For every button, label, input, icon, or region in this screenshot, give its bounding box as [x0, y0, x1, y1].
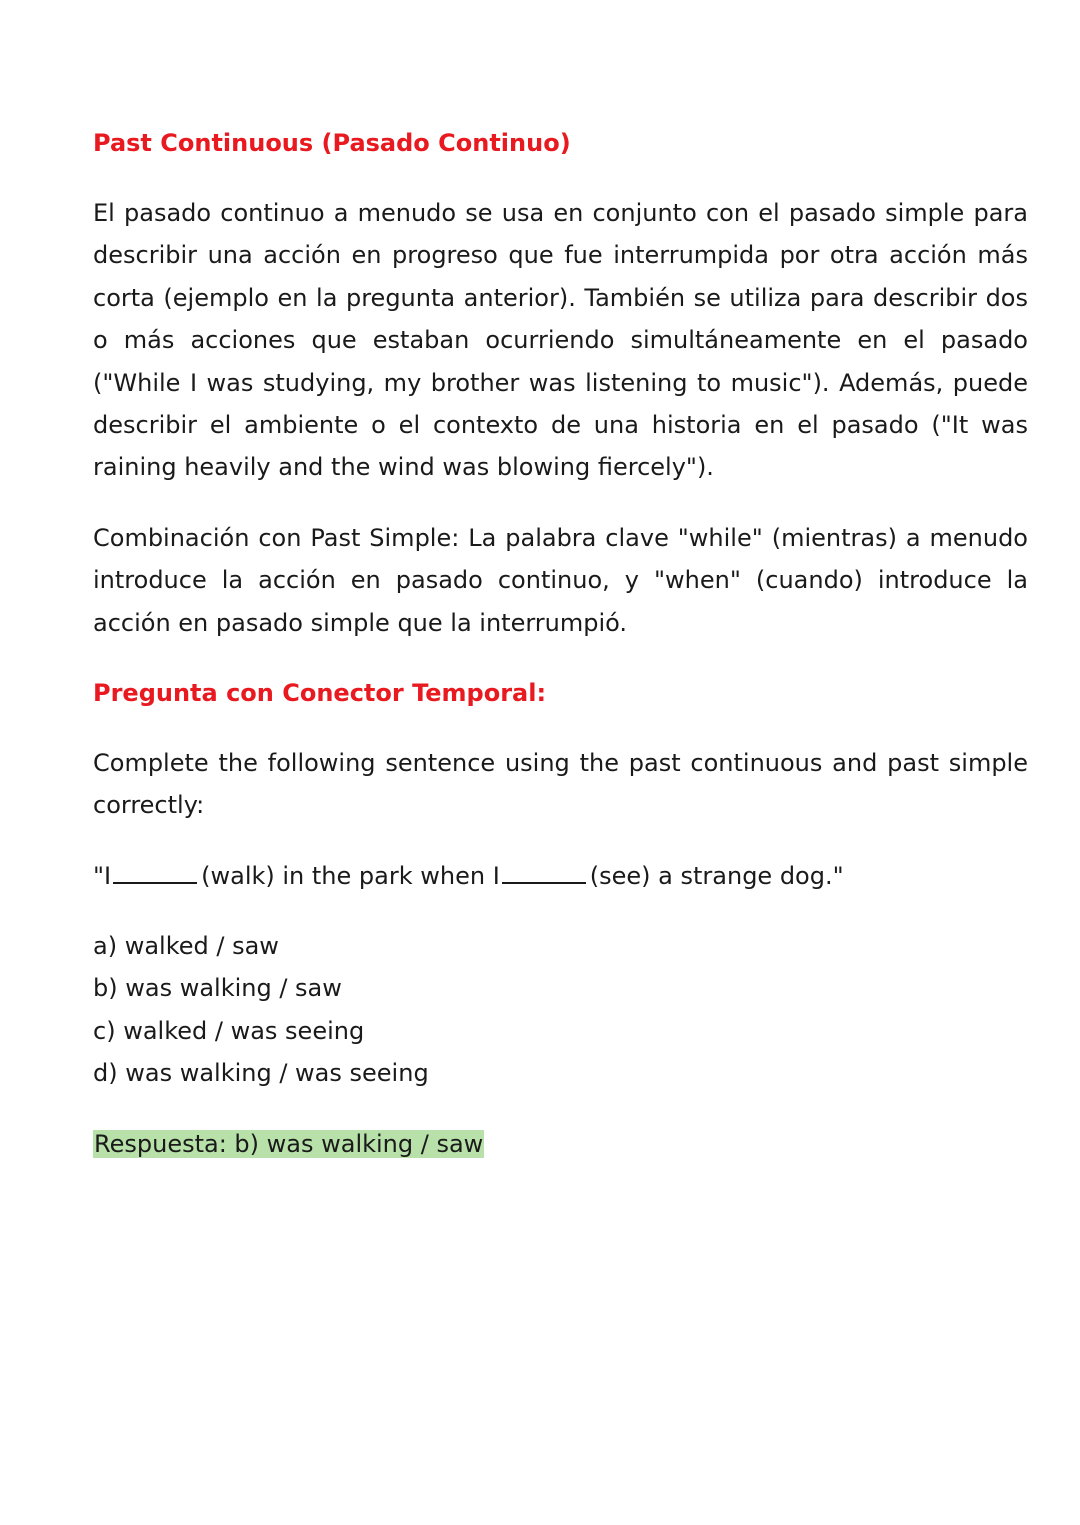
sentence-part-1: "I	[93, 861, 112, 890]
gap-fill-sentence	[93, 855, 1028, 897]
option-c: c) walked / was seeing	[93, 1016, 365, 1045]
sentence-part-2: (walk) in the park when I	[201, 861, 500, 890]
blank-1	[113, 860, 197, 884]
explanation-paragraph: El pasado continuo a menudo se usa en conjunto con el pasado simple para describir una acción en progreso que fue interrumpida por otra acción más corta (ejemplo en la pregunta anterior). También se utiliza para describir dos o más acciones que estaban ocurriendo simultáneamente en el pasado ("While I was studying, my brother was listening to music"). Además, puede describir el ambiente o el contexto de una historia en el pasado ("It was raining heavily and the wind was blowing fiercely").	[93, 199, 1028, 482]
combination-paragraph: Combinación con Past Simple: La palabra clave "while" (mientras) a menudo introduce la acción en pasado continuo, y "when" (cuando) introduce la acción en pasado simple que la interrumpió.	[93, 523, 1028, 637]
question-instruction: Complete the following sentence using the past continuous and past simple correctly:	[93, 749, 1028, 820]
option-a: a) walked / saw	[93, 931, 279, 960]
sentence-part-3: (see) a strange dog."	[589, 861, 844, 890]
option-d: d) was walking / was seeing	[93, 1059, 429, 1088]
blank-2	[502, 860, 586, 884]
answer-options	[93, 925, 1028, 1095]
section-title: Past Continuous (Pasado Continuo)	[93, 129, 571, 157]
question-title: Pregunta con Conector Temporal:	[93, 679, 547, 708]
document-page	[93, 122, 1028, 1165]
answer-line	[93, 1123, 1028, 1165]
option-b: b) was walking / saw	[93, 974, 342, 1003]
answer-text: Respuesta: b) was walking / saw	[94, 1129, 484, 1158]
